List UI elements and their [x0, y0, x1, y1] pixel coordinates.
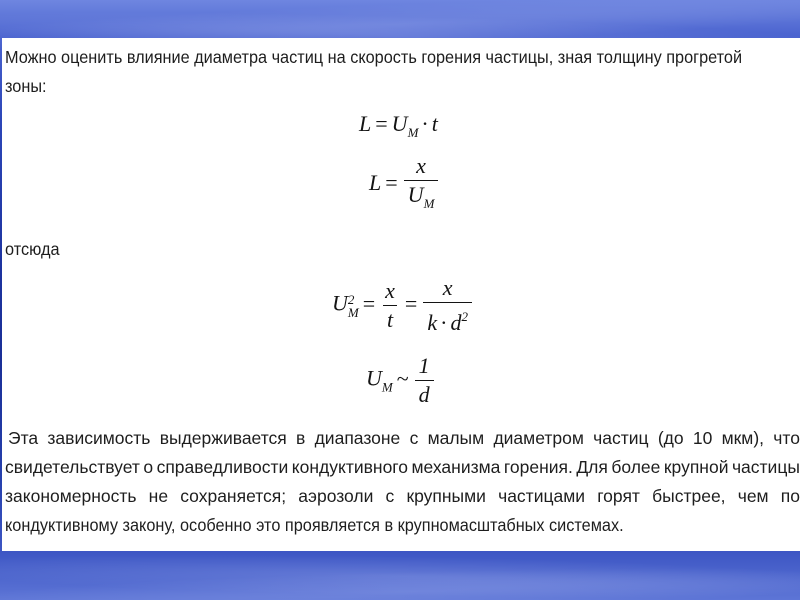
word: диапазоне: [314, 428, 401, 448]
word: частиц: [593, 428, 649, 448]
proportional-sign: ~: [396, 365, 409, 391]
fraction-denominator: d: [415, 380, 434, 408]
word: с: [409, 428, 419, 448]
fraction: [423, 275, 472, 336]
intro-line: Можно оценить влияние диаметра частиц на скорость горения частицы, зная толщину прогретой: [5, 47, 743, 67]
conclusion-line-1: [5, 424, 800, 453]
word: по: [780, 486, 800, 506]
equals-sign: =: [362, 290, 376, 316]
equals-sign: =: [385, 170, 398, 196]
fraction-denominator: [404, 180, 439, 217]
word: горят: [597, 486, 640, 506]
fraction: [381, 278, 399, 333]
word: Для: [576, 457, 608, 477]
equals-sign: =: [375, 111, 388, 136]
fraction: [415, 353, 434, 408]
word: не: [148, 486, 169, 506]
word: аэрозоли: [298, 486, 374, 506]
conclusion-last-line: кондуктивному закону, особенно это проявляется в крупномасштабных системах.: [5, 515, 624, 535]
equation-symbol: U: [366, 365, 382, 391]
fraction-denominator: [423, 302, 472, 336]
intro-paragraph: [5, 43, 742, 101]
multiply-dot: ·: [440, 310, 448, 335]
word: более: [611, 457, 661, 477]
intro-line: зоны:: [5, 76, 47, 96]
word: частицы: [731, 457, 800, 477]
equation-symbol: t: [431, 111, 438, 136]
word: что: [773, 428, 800, 448]
equation-um-proportional: [366, 353, 436, 408]
word: крупной: [663, 457, 729, 477]
equation-symbol: U: [407, 182, 424, 207]
equation-symbol: L: [359, 111, 372, 136]
word: диаметром: [493, 428, 584, 448]
equation-l-equals-x-over-um: [369, 153, 440, 217]
conclusion-paragraph: [5, 424, 800, 540]
word: кондуктивного: [291, 457, 409, 477]
equation-subscript: M: [381, 379, 393, 395]
word: сохраняется;: [180, 486, 287, 506]
equation-um-squared: [332, 275, 474, 336]
equation-symbol: L: [369, 170, 382, 196]
word: (до: [657, 428, 684, 448]
word: справедливости: [156, 457, 289, 477]
word: закономерность: [5, 486, 137, 506]
fraction-numerator: x: [442, 275, 453, 300]
equation-symbol: U: [391, 111, 408, 136]
fraction-numerator: x: [416, 153, 426, 178]
word: о: [143, 457, 154, 477]
word: выдерживается: [159, 428, 287, 448]
otsyuda-label: [5, 235, 60, 264]
equals-sign: =: [404, 290, 418, 316]
conclusion-line-3: [5, 482, 800, 511]
conclusion-line-4: [5, 511, 744, 540]
equation-superscript: 2: [347, 291, 355, 307]
word: мкм),: [721, 428, 765, 448]
fraction-numerator: x: [385, 278, 395, 303]
equation-symbol: U: [332, 290, 348, 316]
word: 10: [692, 428, 713, 448]
slide-content: [2, 38, 800, 551]
equation-l-equals-um-t: [359, 111, 438, 141]
word: чем: [737, 486, 769, 506]
equation-subscript: M: [423, 196, 435, 211]
equation-symbol: k: [427, 310, 438, 335]
word: зависимость: [47, 428, 151, 448]
equation-superscript: 2: [461, 309, 468, 324]
word: крупными: [406, 486, 486, 506]
otsyuda-text: отсюда: [5, 239, 60, 259]
fraction-denominator: t: [383, 305, 397, 333]
conclusion-line-2: [5, 453, 800, 482]
equation-subscript: M: [407, 125, 419, 140]
word: горения.: [503, 457, 573, 477]
word: малым: [427, 428, 485, 448]
word: Эта: [8, 428, 39, 448]
multiply-dot: ·: [421, 111, 429, 136]
equation-subscript: M: [347, 304, 359, 320]
fraction-numerator: 1: [418, 353, 430, 378]
fraction: [404, 153, 439, 217]
word: с: [385, 486, 395, 506]
word: частицами: [498, 486, 586, 506]
word: механизма: [411, 457, 501, 477]
equation-symbol: d: [450, 310, 462, 335]
word: в: [296, 428, 306, 448]
word: быстрее,: [652, 486, 726, 506]
word: свидетельствует: [5, 457, 140, 477]
